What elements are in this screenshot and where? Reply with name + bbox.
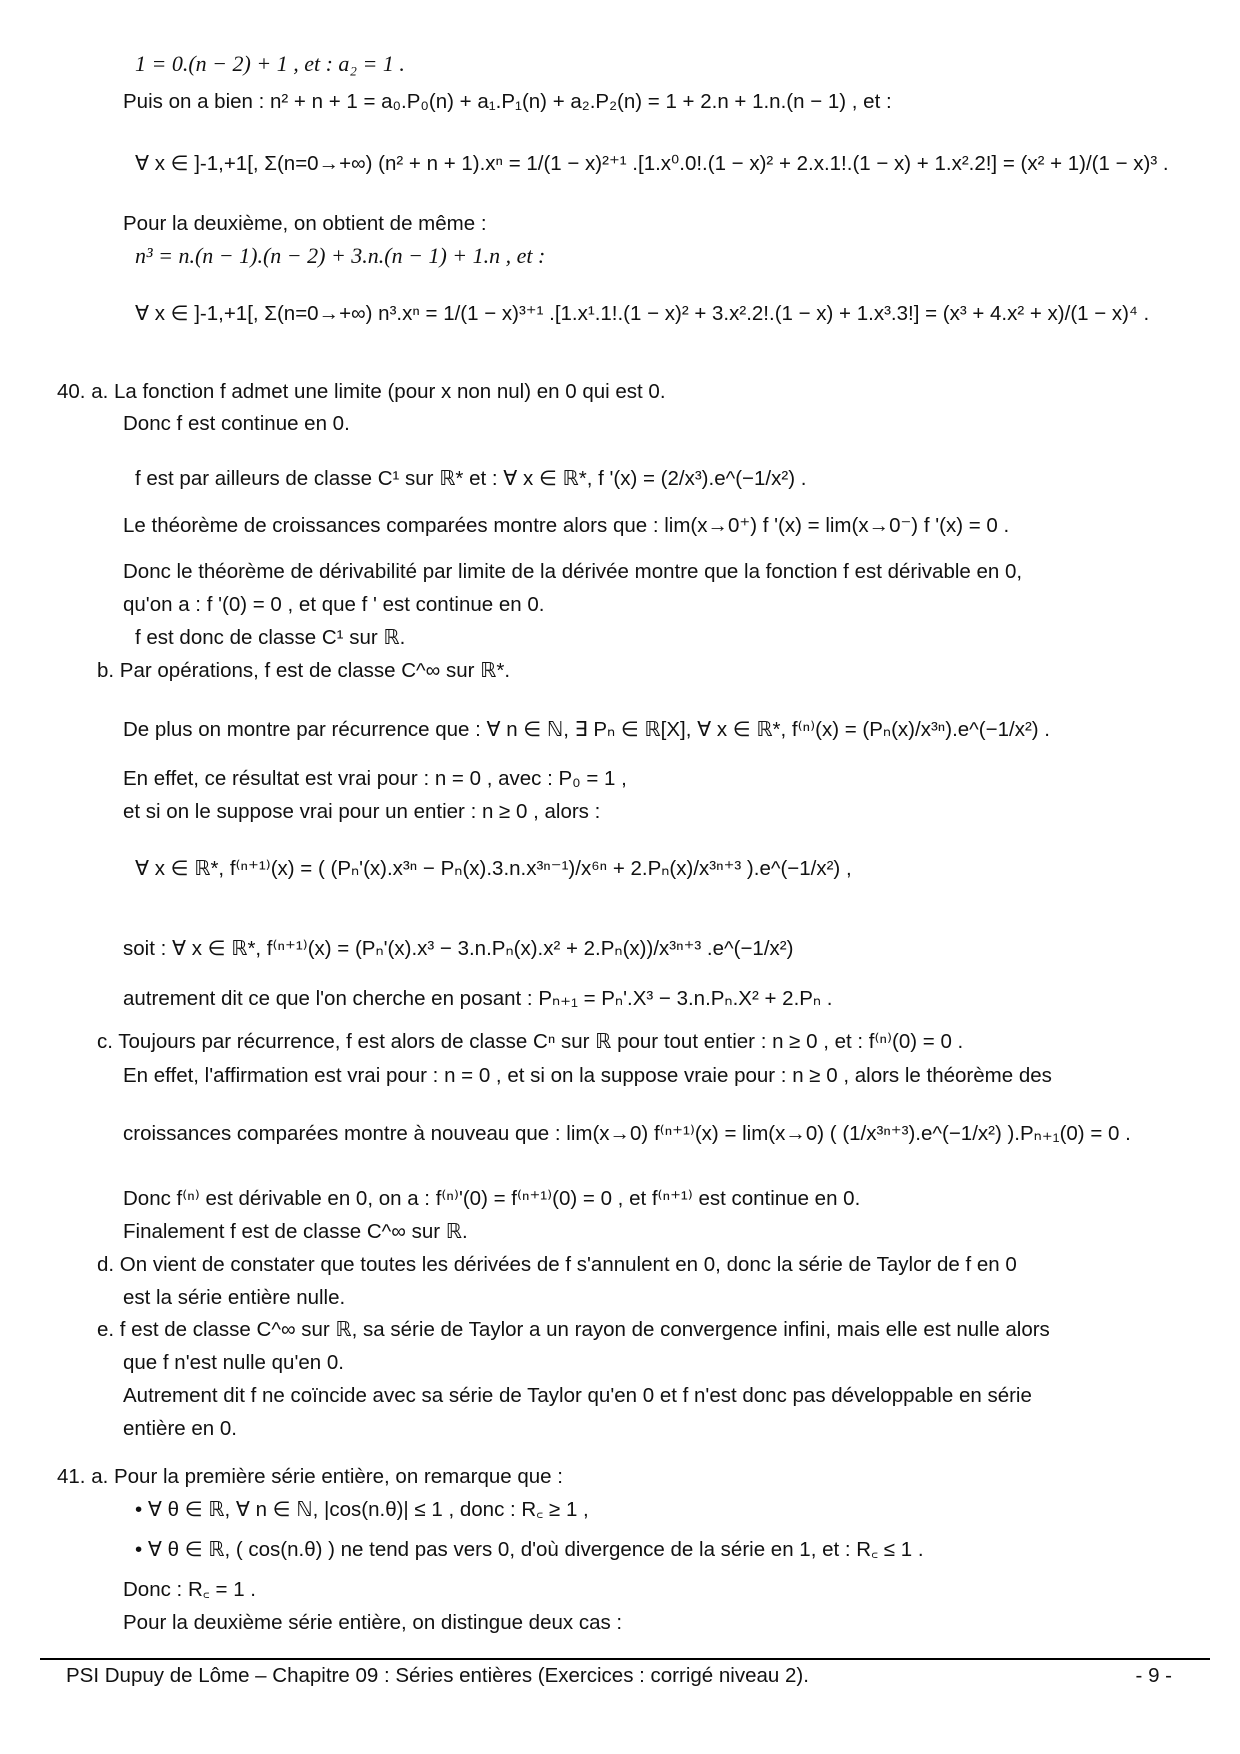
text-line-l34: • ∀ θ ∈ ℝ, ( cos(n.θ) ) ne tend pas vers 0, d'où divergence de la série en 1, et : R꜀ ≤ 1 . [135,1538,924,1561]
text-line-l26: d. On vient de constater que toutes les dérivées de f s'annulent en 0, donc la série de Taylor de f en 0 [97,1253,1017,1276]
text-line-l04: Pour la deuxième, on obtient de même : [123,212,487,235]
text-line-l36: Pour la deuxième série entière, on distingue deux cas : [123,1611,623,1634]
text-line-l10: Le théorème de croissances comparées montre alors que : lim(x→0⁺) f '(x) = lim(x→0⁻) f '(x) = 0 . [123,514,1010,537]
text-line-l02: Puis on a bien : n² + n + 1 = a₀.P₀(n) + a₁.P₁(n) + a₂.P₂(n) = 1 + 2.n + 1.n.(n − 1) , et : [123,90,892,113]
text-line-l32: 41. a. Pour la première série entière, on remarque que : [57,1465,563,1488]
text-line-l07: 40. a. La fonction f admet une limite (pour x non nul) en 0 qui est 0. [57,380,666,403]
text-line-l09: f est par ailleurs de classe C¹ sur ℝ* et : ∀ x ∈ ℝ*, f '(x) = (2/x³).e^(−1/x²) . [135,467,807,490]
text-line-l27: est la série entière nulle. [123,1286,346,1309]
text-line-l11: Donc le théorème de dérivabilité par limite de la dérivée montre que la fonction f est dérivable en 0, [123,560,1023,583]
text-line-l23: croissances comparées montre à nouveau que : lim(x→0) f⁽ⁿ⁺¹⁾(x) = lim(x→0) ( (1/x³ⁿ⁺³).e^(−1/x²) ).Pₙ₊₁(0) = 0 . [123,1122,1131,1145]
text-line-l22: En effet, l'affirmation est vrai pour : n = 0 , et si on la suppose vraie pour : n ≥ 0 , alors le théorème des [123,1064,1052,1087]
text-line-l08: Donc f est continue en 0. [123,412,350,435]
text-line-l03: ∀ x ∈ ]-1,+1[, Σ(n=0→+∞) (n² + n + 1).xⁿ = 1/(1 − x)²⁺¹ .[1.x⁰.0!.(1 − x)² + 2.x.1!.(1 − x) + 1.x².2!] = (x² + 1)/(1 − x)³ . [135,152,1169,175]
text-line-l12: qu'on a : f '(0) = 0 , et que f ' est continue en 0. [123,593,545,616]
text-line-l21: c. Toujours par récurrence, f est alors de classe Cⁿ sur ℝ pour tout entier : n ≥ 0 , et : f⁽ⁿ⁾(0) = 0 . [97,1030,964,1053]
text-line-l25: Finalement f est de classe C^∞ sur ℝ. [123,1220,468,1243]
text-line-l01: 1 = 0.(n − 2) + 1 , et : a₂ = 1 . [135,51,405,76]
footer-title: PSI Dupuy de Lôme – Chapitre 09 : Séries entières (Exercices : corrigé niveau 2). [66,1664,809,1687]
text-line-l18: ∀ x ∈ ℝ*, f⁽ⁿ⁺¹⁾(x) = ( (Pₙ'(x).x³ⁿ − Pₙ(x).3.n.x³ⁿ⁻¹)/x⁶ⁿ + 2.Pₙ(x)/x³ⁿ⁺³ ).e^(−1/x²) , [135,857,852,880]
text-line-l29: que f n'est nulle qu'en 0. [123,1351,344,1374]
text-line-l17: et si on le suppose vrai pour un entier : n ≥ 0 , alors : [123,800,601,823]
text-line-l28: e. f est de classe C^∞ sur ℝ, sa série de Taylor a un rayon de convergence infini, mais elle est nulle alors [97,1318,1050,1341]
text-line-l30: Autrement dit f ne coïncide avec sa série de Taylor qu'en 0 et f n'est donc pas développable en série [123,1384,1032,1407]
text-line-l35: Donc : R꜀ = 1 . [123,1578,256,1601]
text-line-l05: n³ = n.(n − 1).(n − 2) + 3.n.(n − 1) + 1.n , et : [135,243,546,268]
text-line-l13: f est donc de classe C¹ sur ℝ. [135,626,406,649]
page-number: - 9 - [1135,1664,1172,1687]
text-line-l20: autrement dit ce que l'on cherche en posant : Pₙ₊₁ = Pₙ'.X³ − 3.n.Pₙ.X² + 2.Pₙ . [123,987,833,1010]
text-line-l16: En effet, ce résultat est vrai pour : n = 0 , avec : P₀ = 1 , [123,767,627,790]
text-line-l33: • ∀ θ ∈ ℝ, ∀ n ∈ ℕ, |cos(n.θ)| ≤ 1 , donc : R꜀ ≥ 1 , [135,1498,589,1521]
footer-divider [40,1658,1210,1660]
text-line-l19: soit : ∀ x ∈ ℝ*, f⁽ⁿ⁺¹⁾(x) = (Pₙ'(x).x³ − 3.n.Pₙ(x).x² + 2.Pₙ(x))/x³ⁿ⁺³ .e^(−1/x²) [123,937,794,960]
text-line-l14: b. Par opérations, f est de classe C^∞ sur ℝ*. [97,659,511,682]
text-line-l06: ∀ x ∈ ]-1,+1[, Σ(n=0→+∞) n³.xⁿ = 1/(1 − x)³⁺¹ .[1.x¹.1!.(1 − x)² + 3.x².2!.(1 − x) + 1.x³.3!] = (x³ + 4.x² + x)/(1 − x)⁴ . [135,302,1150,325]
text-line-l15: De plus on montre par récurrence que : ∀ n ∈ ℕ, ∃ Pₙ ∈ ℝ[X], ∀ x ∈ ℝ*, f⁽ⁿ⁾(x) = (Pₙ(x)/x³ⁿ).e^(−1/x²) . [123,718,1050,741]
text-line-l31: entière en 0. [123,1417,237,1440]
text-line-l24: Donc f⁽ⁿ⁾ est dérivable en 0, on a : f⁽ⁿ⁾'(0) = f⁽ⁿ⁺¹⁾(0) = 0 , et f⁽ⁿ⁺¹⁾ est continue en 0. [123,1187,861,1210]
